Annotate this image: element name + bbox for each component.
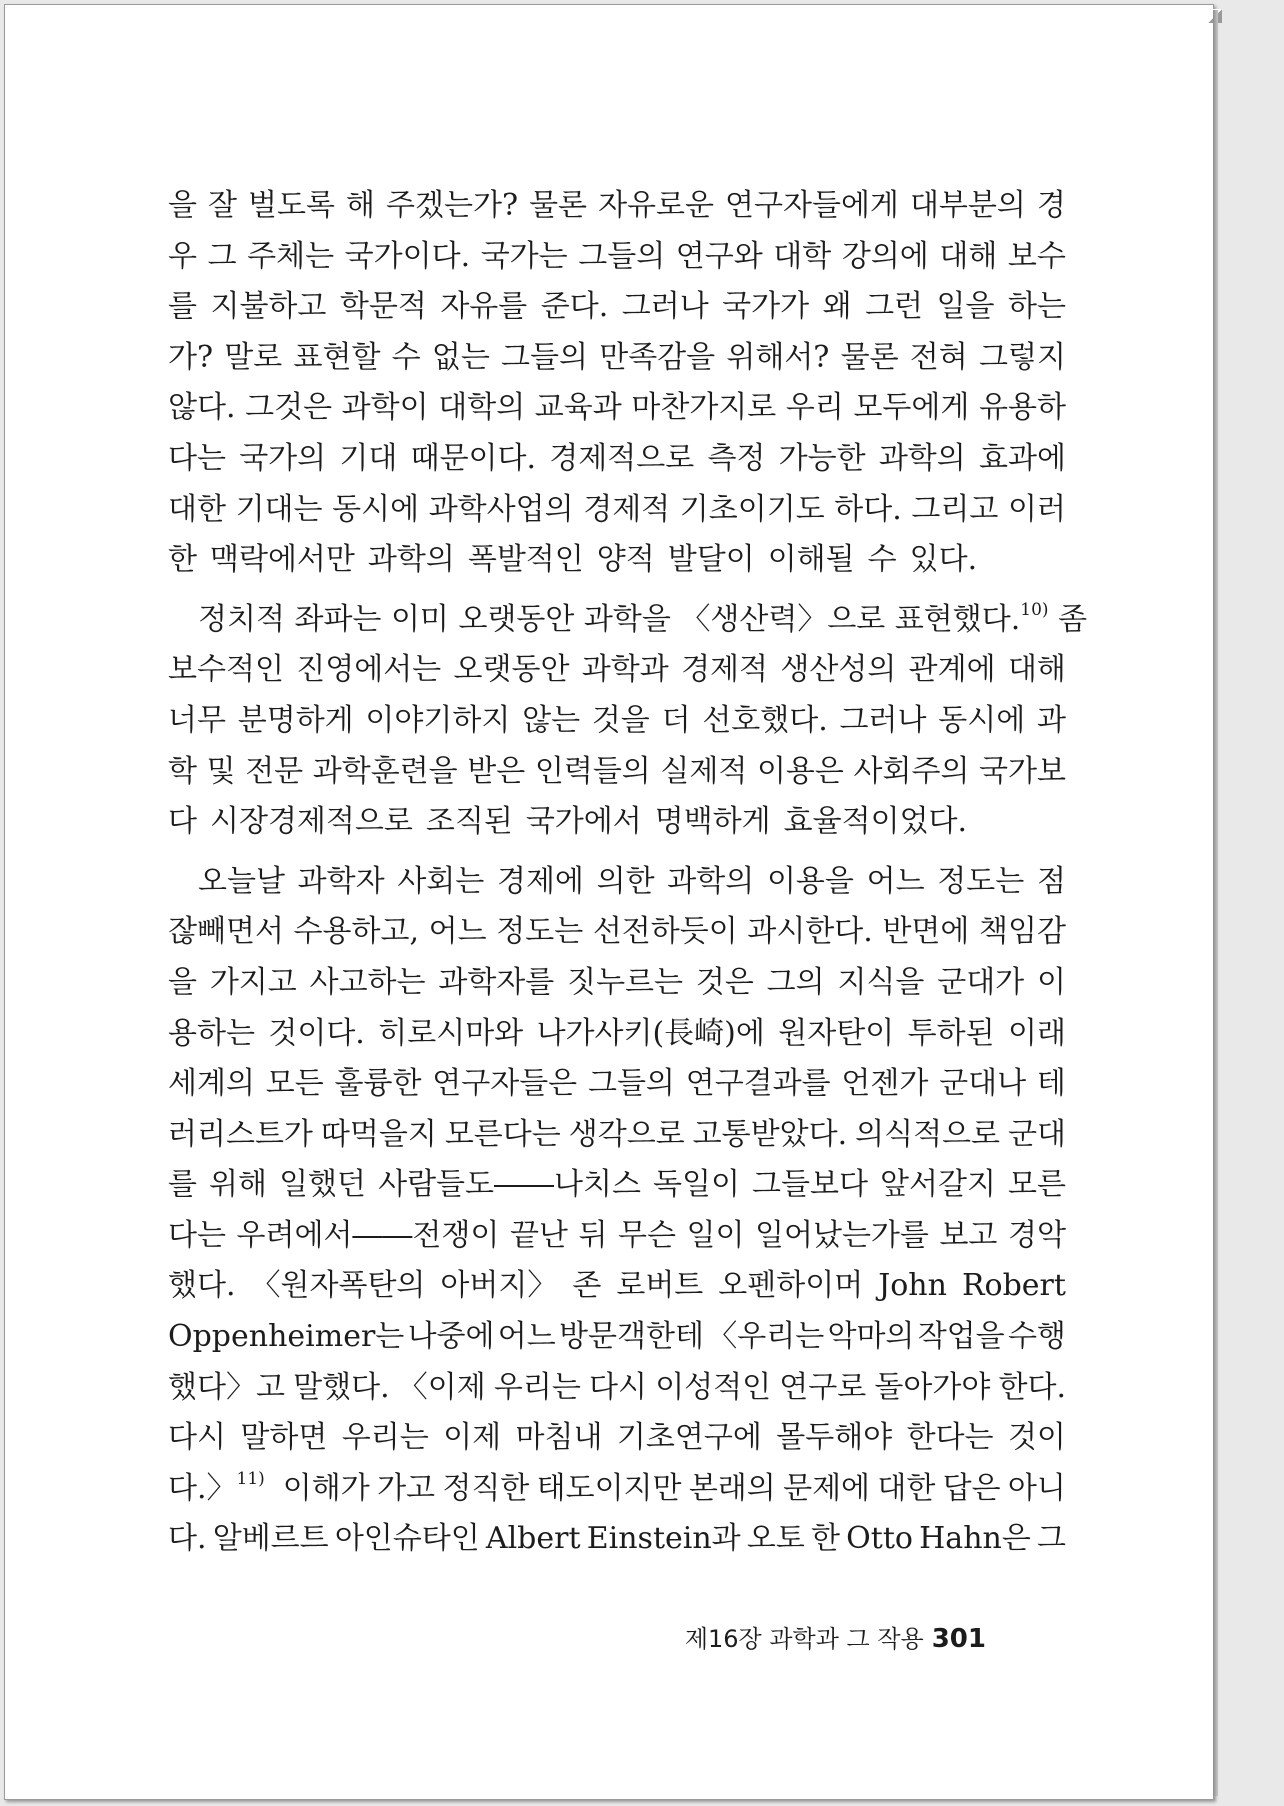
word: 오랫동안 xyxy=(453,652,570,688)
word: 〈이제 xyxy=(397,1369,486,1405)
text-line xyxy=(168,1160,1066,1211)
footnote-tail xyxy=(1020,595,1087,646)
word: 방문객한테 xyxy=(559,1319,704,1355)
paragraph-first-line xyxy=(168,595,1088,646)
word: 세계의 xyxy=(168,1066,255,1102)
word: 국가에서 xyxy=(525,804,642,840)
text-segment: 정치적 좌파는 이미 오랫동안 과학을 〈생산력〉으로 표현했다. xyxy=(198,601,1021,637)
text-line xyxy=(168,1110,1066,1161)
text-line xyxy=(168,696,1066,747)
word: 말하면 xyxy=(240,1420,328,1456)
word: 지식을 xyxy=(837,964,925,1000)
word: 대한 xyxy=(877,1470,936,1506)
word: 그러나 xyxy=(839,702,927,738)
word: 어느 xyxy=(497,1319,556,1355)
word: 국가의 xyxy=(239,440,327,476)
word: 위해서? xyxy=(726,339,830,375)
text-line xyxy=(168,282,1066,333)
word: 이용을 xyxy=(766,863,854,899)
text-segment-group xyxy=(283,1464,1066,1515)
word: 과학자 xyxy=(297,863,385,899)
word: 경악 xyxy=(1007,1217,1066,1253)
word: 학문적 xyxy=(339,289,427,325)
word: 않다. xyxy=(168,390,236,426)
word: 이해가 xyxy=(282,1470,370,1506)
word: 다시 xyxy=(168,1420,226,1456)
word: 잘 xyxy=(208,188,237,223)
word: 마찬가지로 xyxy=(631,390,777,426)
word: 왜 xyxy=(822,289,852,325)
word: 다. xyxy=(168,1521,207,1557)
word: 연구결과를 xyxy=(685,1066,831,1102)
word: 그렇지 xyxy=(978,339,1066,375)
word: 연구자들은 xyxy=(432,1066,578,1102)
word: 기대는 xyxy=(235,491,323,527)
word: 전혀 xyxy=(909,339,968,375)
word: 오늘날 xyxy=(198,863,285,899)
word: 잖빼면서 xyxy=(168,914,284,950)
word: 그들의 xyxy=(587,1066,675,1102)
word: 문제에 xyxy=(783,1470,871,1506)
text-line xyxy=(168,383,1066,434)
word: 를 xyxy=(168,1167,197,1203)
word: 한 xyxy=(811,1521,840,1557)
word: 및 xyxy=(206,753,236,789)
word: 그 xyxy=(207,238,237,274)
word: 효과에 xyxy=(979,440,1066,476)
word: 보수 xyxy=(1007,238,1066,274)
word: 과시한다. xyxy=(747,914,873,950)
word: 것이 xyxy=(1007,1420,1066,1456)
word: 동시에 xyxy=(938,702,1026,738)
word: 경제적 xyxy=(583,491,671,527)
word: 위해 xyxy=(209,1167,268,1203)
word: 전문 xyxy=(245,753,304,789)
text-line xyxy=(168,1261,1066,1312)
word: 어느 xyxy=(428,914,487,950)
word: 원자탄이 xyxy=(778,1015,895,1051)
word: 경제적으로 xyxy=(549,440,695,476)
word: 하다. xyxy=(834,491,902,527)
text-line xyxy=(168,535,1066,586)
word: 우리는 xyxy=(493,1369,581,1405)
word: 본래의 xyxy=(688,1470,776,1506)
word: 한 xyxy=(168,542,197,578)
word: 국가이다. xyxy=(344,238,471,274)
text-line xyxy=(168,1363,1066,1414)
word: 의한 xyxy=(596,863,655,899)
word: 조직된 xyxy=(425,804,513,840)
text-line xyxy=(168,1413,1066,1464)
word: 한다. xyxy=(998,1369,1066,1405)
word: 책임감 xyxy=(979,914,1066,950)
word: 선호했다. xyxy=(702,702,828,738)
word: 말로 xyxy=(224,339,283,375)
word: 태도이지만 xyxy=(536,1470,682,1506)
text-line xyxy=(168,434,1066,485)
word: 사고하는 xyxy=(309,964,426,1000)
text-line xyxy=(168,1211,1066,1262)
word: 수용하고, xyxy=(293,914,420,950)
word: 을 xyxy=(168,188,197,223)
word: 너무 xyxy=(168,702,226,738)
word: 유용하 xyxy=(978,390,1066,426)
word: 자유로운 xyxy=(598,188,714,223)
word: 그것은 xyxy=(245,390,333,426)
word: 우 xyxy=(168,238,197,274)
footnote-prefix xyxy=(168,1464,265,1515)
word: 이제 xyxy=(443,1420,502,1456)
word: 을 xyxy=(168,964,197,1000)
word: 정도는 xyxy=(937,863,1025,899)
word: Robert xyxy=(961,1268,1066,1304)
text-line xyxy=(168,181,1066,232)
word: 기초이기도 xyxy=(679,491,825,527)
word: 어느 xyxy=(866,863,925,899)
word: 〈원자폭탄의 xyxy=(250,1268,426,1304)
word: 수 xyxy=(391,339,421,375)
word: 경제에 xyxy=(496,863,584,899)
text-line xyxy=(168,645,1066,696)
word: 다시 xyxy=(589,1369,648,1405)
word: 이성적인 xyxy=(655,1369,772,1405)
word: 러리스트가 xyxy=(168,1116,313,1152)
word: 연구로 xyxy=(779,1369,867,1405)
word: 교육과 xyxy=(534,390,622,426)
word: 그런 xyxy=(865,289,924,325)
word: 과학이 xyxy=(341,390,429,426)
word: 발달이 xyxy=(667,542,755,578)
word: 알베르트 xyxy=(212,1521,329,1557)
word: 대한 xyxy=(168,491,226,527)
word: 끝난 xyxy=(509,1217,568,1253)
word: 학 xyxy=(168,753,197,789)
word: Hahn은 xyxy=(919,1521,1031,1557)
word: 자유를 xyxy=(440,289,528,325)
word: 악마의 xyxy=(827,1319,915,1355)
word: 그의 xyxy=(766,964,825,1000)
word: 사회는 xyxy=(397,863,485,899)
word: 뒤 xyxy=(578,1217,608,1253)
word: 가지고 xyxy=(209,964,297,1000)
word: 연구자들에게 xyxy=(725,188,899,223)
word: 다 xyxy=(168,804,197,840)
word: 아니 xyxy=(1007,1470,1066,1506)
word: 보고 xyxy=(939,1217,998,1253)
word: 않는 xyxy=(522,702,581,738)
word: 있다. xyxy=(909,542,978,578)
word: 의식적으로 xyxy=(855,1116,1001,1152)
word: 과 xyxy=(1036,702,1066,738)
word: 돌아가야 xyxy=(874,1369,991,1405)
text-line xyxy=(168,747,1066,798)
text-line xyxy=(168,232,1066,283)
text-segment: 다.〉 xyxy=(168,1470,237,1506)
word: 지불하고 xyxy=(210,289,327,325)
word: 우리 xyxy=(785,390,844,426)
word: 짓누르는 xyxy=(567,964,684,1000)
word: 대해 xyxy=(939,238,998,274)
word: 벌도록 xyxy=(248,188,335,223)
word: 생각으로 xyxy=(568,1116,685,1152)
word: 이래 xyxy=(1007,1015,1066,1051)
word: 기초연구에 xyxy=(616,1420,762,1456)
word: 때문이다. xyxy=(410,440,537,476)
word: 모른다는 xyxy=(444,1116,561,1152)
text-line xyxy=(168,1514,1066,1565)
word: 과학과 xyxy=(581,652,669,688)
text-line xyxy=(168,958,1066,1009)
word: 이러 xyxy=(1007,491,1066,527)
word: 이야기하지 xyxy=(365,702,511,738)
word: 모든 xyxy=(265,1066,324,1102)
word: 무슨 xyxy=(617,1217,676,1253)
word: 했다〉고 xyxy=(168,1369,285,1405)
word: 일했던 xyxy=(279,1167,367,1203)
word: 우리는 xyxy=(341,1420,429,1456)
word: 이해될 xyxy=(767,542,855,578)
word: Albert xyxy=(485,1521,581,1557)
word: 보수적인 xyxy=(168,652,284,688)
footnote-ref: 10) xyxy=(1020,599,1049,620)
word: 다는 xyxy=(168,1217,226,1253)
word: 그리고 xyxy=(911,491,999,527)
word: 양적 xyxy=(596,542,655,578)
word: 효율적이었다. xyxy=(783,804,968,840)
word: 경 xyxy=(1036,188,1066,223)
word: 투하된 xyxy=(907,1015,995,1051)
page-edge xyxy=(1213,10,1218,1796)
word: 수 xyxy=(867,542,897,578)
running-head: 제16장 과학과 그 작용 xyxy=(684,1625,924,1653)
text-line xyxy=(168,1009,1066,1060)
word: 과학사업의 xyxy=(428,491,574,527)
word: 그들보다 xyxy=(752,1167,868,1203)
word: 말했다. xyxy=(293,1369,390,1405)
word: 군대가 xyxy=(937,964,1025,1000)
word: 과학의 xyxy=(667,863,755,899)
word: 우려에서――전쟁이 xyxy=(236,1217,500,1253)
word: 존 xyxy=(572,1268,602,1304)
text-line xyxy=(168,797,1066,848)
word: 앞서갈지 xyxy=(880,1167,996,1203)
word: 언젠가 xyxy=(841,1066,929,1102)
word: 답은 xyxy=(942,1470,1001,1506)
word: 연구와 xyxy=(675,238,763,274)
word: Oppenheimer는 xyxy=(168,1319,405,1355)
word: 사람들도――나치스 xyxy=(378,1167,641,1203)
word: 마침내 xyxy=(515,1420,603,1456)
page-number: 301 xyxy=(931,1624,986,1654)
word: 측정 xyxy=(707,440,766,476)
word: 군대나 xyxy=(939,1066,1027,1102)
word: 일어났는가를 xyxy=(755,1217,929,1253)
word: 주체는 xyxy=(247,238,335,274)
word: 모른 xyxy=(1008,1167,1066,1203)
word: 작업을 xyxy=(917,1319,1005,1355)
word: 반면에 xyxy=(882,914,970,950)
word: 다는 xyxy=(168,440,226,476)
word: 대학의 xyxy=(438,390,526,426)
word: 그 xyxy=(1037,1521,1066,1557)
word: 강의에 xyxy=(841,238,929,274)
word: 더 xyxy=(661,702,691,738)
word: 군대 xyxy=(1008,1116,1066,1152)
word: 했다. xyxy=(168,1268,236,1304)
word: 대해 xyxy=(1007,652,1066,688)
word: 그러나 xyxy=(621,289,709,325)
word: 가고 xyxy=(377,1470,436,1506)
word: 수행 xyxy=(1007,1319,1066,1355)
word: 점 xyxy=(1036,863,1066,899)
word: 가? xyxy=(168,339,214,375)
word: 과학자를 xyxy=(438,964,555,1000)
word: 히로시마와 xyxy=(378,1015,524,1051)
word: 국가보 xyxy=(979,753,1066,789)
word: 정직한 xyxy=(442,1470,530,1506)
word: 정도는 xyxy=(496,914,584,950)
word: 것을 xyxy=(591,702,650,738)
paragraph-first-line xyxy=(168,857,1066,908)
word: 것이다. xyxy=(268,1015,365,1051)
word: 물론 xyxy=(840,339,899,375)
word: 이용은 xyxy=(756,753,844,789)
word: 주겠는가? xyxy=(386,188,519,223)
word: 그들의 xyxy=(501,339,588,375)
word: 인력들의 xyxy=(534,753,651,789)
word: 분명하게 xyxy=(237,702,354,738)
word: 로버트 xyxy=(616,1268,704,1304)
word: 테 xyxy=(1036,1066,1066,1102)
footnote-line xyxy=(168,1464,1066,1515)
text-line xyxy=(168,907,1066,958)
text-line xyxy=(168,485,1066,536)
word: 고통받았다. xyxy=(692,1116,848,1152)
word: 경제적 xyxy=(681,652,769,688)
word: 모두에게 xyxy=(853,390,970,426)
word: 나가사키(長崎)에 xyxy=(536,1015,765,1051)
text-line xyxy=(168,1059,1066,1110)
word: 과학의 xyxy=(367,542,455,578)
word: 오토 xyxy=(746,1521,805,1557)
word: 따먹을지 xyxy=(320,1116,437,1152)
word: 준다. xyxy=(540,289,609,325)
word: 관계에 xyxy=(908,652,996,688)
word: 받은 xyxy=(467,753,526,789)
word: 것은 xyxy=(695,964,754,1000)
word: 명백하게 xyxy=(654,804,771,840)
word: 없는 xyxy=(431,339,490,375)
word: 물론 xyxy=(529,188,588,223)
word: 맥락에서만 xyxy=(209,542,355,578)
word: 국가가 xyxy=(722,289,810,325)
word: 사회주의 xyxy=(853,753,970,789)
word: 한다는 xyxy=(906,1420,994,1456)
word: 진영에서는 xyxy=(296,652,442,688)
word: John xyxy=(878,1268,947,1304)
word: 일을 xyxy=(936,289,995,325)
word: 이 xyxy=(1037,964,1066,1000)
word: 가능한 xyxy=(778,440,866,476)
word: 용하는 xyxy=(168,1015,255,1051)
page-footer xyxy=(685,1619,986,1654)
word: Otto xyxy=(846,1521,913,1557)
word: 동시에 xyxy=(332,491,420,527)
word: 생산성의 xyxy=(780,652,897,688)
body-text xyxy=(168,181,1088,1565)
word: 해 xyxy=(346,188,375,223)
text-segment: 좀 xyxy=(1058,601,1088,637)
word: 몰두해야 xyxy=(776,1420,893,1456)
word: 오펜하이머 xyxy=(718,1268,864,1304)
word: 표현할 xyxy=(293,339,381,375)
word: 나중에 xyxy=(407,1319,495,1355)
book-page xyxy=(4,4,1214,1800)
word: 선전하듯이 xyxy=(592,914,738,950)
word: 그들의 xyxy=(578,238,666,274)
word: 를 xyxy=(168,289,197,325)
word: 훌륭한 xyxy=(334,1066,422,1102)
word: 아인슈타인 xyxy=(334,1521,480,1557)
word: 대학 xyxy=(773,238,832,274)
word: 아버지〉 xyxy=(440,1268,558,1304)
word: 기대 xyxy=(339,440,398,476)
text-line xyxy=(168,1312,1066,1363)
text-line xyxy=(168,333,1066,384)
footnote-ref: 11) xyxy=(236,1468,265,1489)
word: 폭발적인 xyxy=(467,542,584,578)
word: 독일이 xyxy=(653,1167,740,1203)
word: 시장경제적으로 xyxy=(209,804,413,840)
word: 대부분의 xyxy=(909,188,1026,223)
word: 〈우리는 xyxy=(707,1319,825,1355)
word: 국가는 xyxy=(480,238,568,274)
word: 일이 xyxy=(686,1217,745,1253)
word: 실제적 xyxy=(660,753,748,789)
word: Einstein과 xyxy=(586,1521,741,1557)
word: 과학의 xyxy=(878,440,966,476)
word: 만족감을 xyxy=(599,339,716,375)
word: 하는 xyxy=(1007,289,1066,325)
word: 과학훈련을 xyxy=(312,753,458,789)
